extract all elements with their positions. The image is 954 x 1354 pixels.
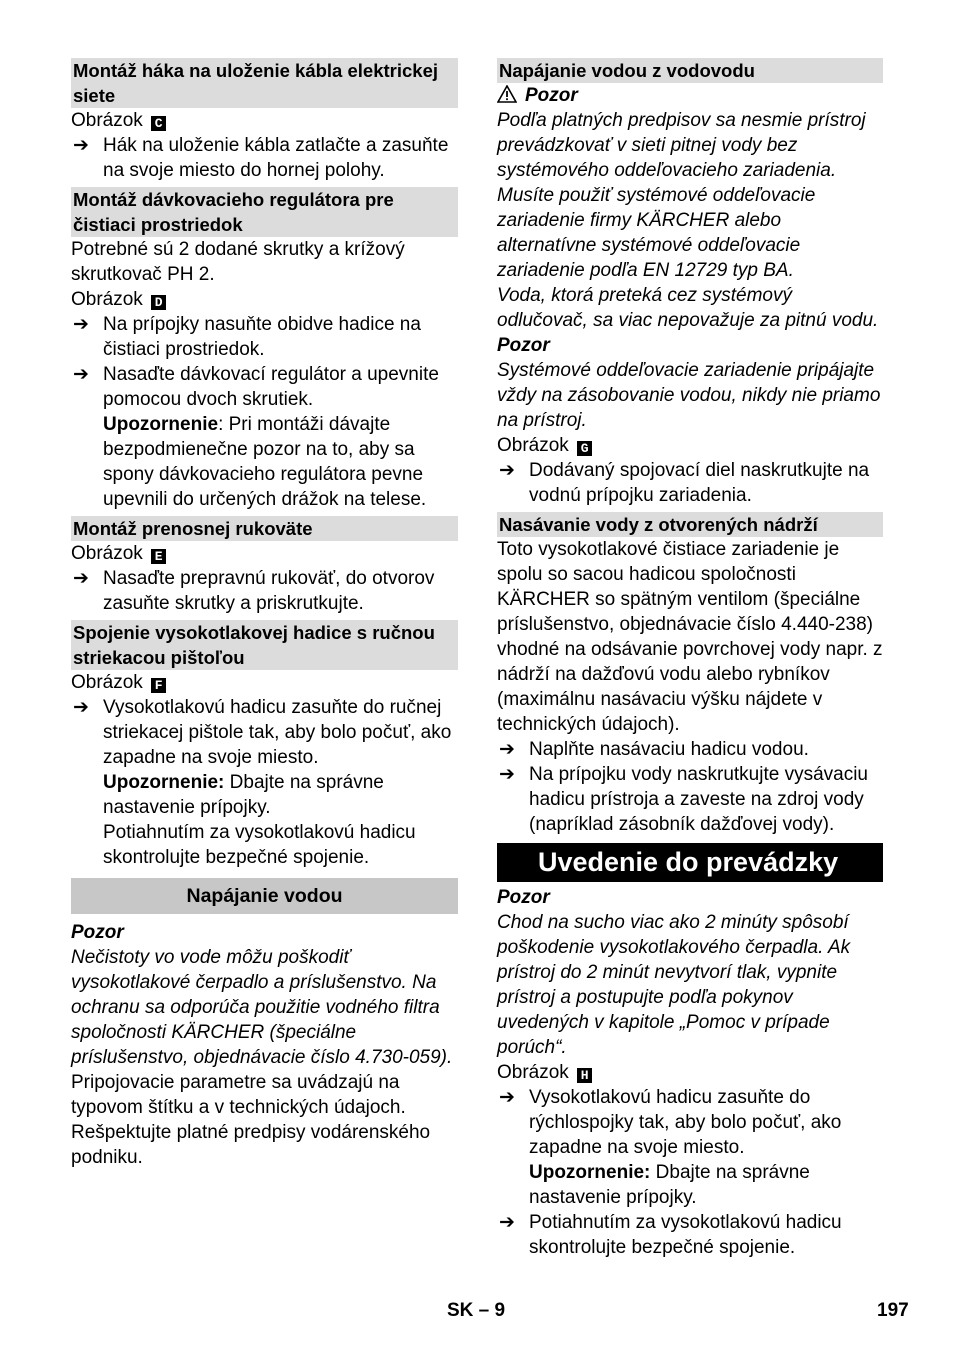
figure-letter: H — [577, 1068, 592, 1083]
note-label: Upozornenie — [103, 414, 219, 435]
figure-ref: Obrázok E — [71, 541, 458, 566]
figure-letter: C — [151, 116, 166, 131]
arrow-icon: ➔ — [73, 568, 89, 589]
chapter-heading: Uvedenie do prevádzky — [497, 843, 883, 882]
paragraph: Pripojovacie parametre sa uvádzajú na typovom štítku a v technických údajoch. — [71, 1072, 406, 1118]
caution-label: Pozor — [497, 335, 550, 356]
arrow-icon: ➔ — [73, 364, 89, 385]
section-heading: Montáž prenosnej rukoväte — [71, 516, 458, 541]
figure-ref: Obrázok G — [497, 433, 883, 458]
paragraph: Toto vysokotlakové čistiace zariadenie je spolu so sacou hadicou spoločnosti KÄRCHER so spätným ventilom (špeciálne príslušenstvo, objednávacie číslo 4.440-238) vhodné na odsávanie povrchovej vody napr. z nádrží na dažďovú vodu alebo rybníkov (maximálnu nasávaciu výšku nájdete v technických údajoch). — [497, 539, 883, 735]
step: ➔ Naplňte nasávaciu hadicu vodou. — [499, 739, 809, 760]
section-heading: Spojenie vysokotlakovej hadice s ručnou striekacou pištoľou — [71, 620, 458, 670]
step: ➔ Potiahnutím za vysokotlakovú hadicu skontrolujte bezpečné spojenie. — [499, 1212, 842, 1258]
figure-letter: G — [577, 441, 592, 456]
figure-ref: Obrázok F — [71, 670, 458, 695]
note-label: Upozornenie: — [529, 1162, 651, 1183]
step: ➔ Hák na uloženie kábla zatlačte a zasuňte na svoje miesto do hornej polohy. — [73, 135, 449, 181]
left-column — [71, 58, 458, 1170]
right-column — [497, 58, 883, 1260]
figure-ref: Obrázok C — [71, 108, 458, 133]
section-heading: Napájanie vodou — [71, 878, 458, 914]
warning-label: Pozor — [497, 83, 883, 108]
page-number: 197 — [877, 1300, 909, 1321]
step: ➔ Na prípojku vody naskrutkujte vysávaciu hadicu prístroja a zaveste na zdroj vody (napríklad zásobník dažďovej vody). — [499, 764, 868, 835]
note-label: Upozornenie: — [103, 772, 225, 793]
figure-ref: Obrázok D — [71, 287, 458, 312]
arrow-icon: ➔ — [499, 764, 515, 785]
step: ➔ Vysokotlakovú hadicu zasuňte do ručnej striekacej pištole tak, aby bolo počuť, ako zapadne na svoje miesto. Upozornenie: Dbajte na správne nastavenie prípojky. Potiahnutím za vysokotlakovú hadicu skontrolujte bezpečné spojenie. — [73, 697, 452, 868]
arrow-icon: ➔ — [73, 697, 89, 718]
section-heading: Napájanie vodou z vodovodu — [497, 58, 883, 83]
arrow-icon: ➔ — [73, 314, 89, 335]
arrow-icon: ➔ — [73, 135, 89, 156]
step: ➔ Dodávaný spojovací diel naskrutkujte na vodnú prípojku zariadenia. — [499, 460, 870, 506]
caution-label: Pozor — [497, 887, 550, 908]
caution-text: Nečistoty vo vode môžu poškodiť vysokotlakové čerpadlo a príslušenstvo. Na ochranu sa odporúča použitie vodného filtra spoločnosti KÄRCHER (špeciálne príslušenstvo, objednávacie číslo 4.730-059). — [71, 947, 453, 1068]
step: ➔ Nasaďte dávkovací regulátor a upevnite pomocou dvoch skrutiek. Upozornenie: Pri montáži dávajte bezpodmienečne pozor na to, aby sa spony dávkovacieho regulátora pevne upevnili do určených drážok na telese. — [73, 364, 439, 510]
arrow-icon: ➔ — [499, 1087, 515, 1108]
caution-label: Pozor — [71, 922, 124, 943]
figure-letter: E — [151, 549, 166, 564]
caution-text: Chod na sucho viac ako 2 minúty spôsobí poškodenie vysokotlakového čerpadla. Ak prístroj do 2 minút nevytvorí tlak, vypnite prístroj a postupujte podľa pokynov uvedených v kapitole „Pomoc v prípade porúch“. — [497, 912, 851, 1058]
warning-triangle-icon — [497, 85, 517, 103]
section-heading: Nasávanie vody z otvorených nádrží — [497, 512, 883, 537]
section-heading: Montáž dávkovacieho regulátora pre čistiaci prostriedok — [71, 187, 458, 237]
step: ➔ Na prípojky nasuňte obidve hadice na čistiaci prostriedok. — [73, 314, 421, 360]
arrow-icon: ➔ — [499, 1212, 515, 1233]
figure-letter: D — [151, 295, 166, 310]
paragraph: Rešpektujte platné predpisy vodárenského podniku. — [71, 1122, 431, 1168]
figure-letter: F — [151, 678, 166, 693]
section-heading: Montáž háka na uloženie kábla elektrickej siete — [71, 58, 458, 108]
step: ➔ Vysokotlakovú hadicu zasuňte do rýchlospojky tak, aby bolo počuť, ako zapadne na svoje miesto. Upozornenie: Dbajte na správne nastavenie prípojky. — [499, 1087, 842, 1208]
caution-text: Systémové oddeľovacie zariadenie pripájajte vždy na zásobovanie vodou, nikdy nie priamo na prístroj. — [497, 360, 881, 431]
arrow-icon: ➔ — [499, 460, 515, 481]
paragraph: Potrebné sú 2 dodané skrutky a krížový skrutkovač PH 2. — [71, 239, 405, 285]
arrow-icon: ➔ — [499, 739, 515, 760]
figure-ref: Obrázok H — [497, 1060, 883, 1085]
warning-text: Voda, ktorá preteká cez systémový odlučovač, sa viac nepovažuje za pitnú vodu. — [497, 285, 879, 331]
step: ➔ Nasaďte prepravnú rukoväť, do otvorov zasuňte skrutky a priskrutkujte. — [73, 568, 435, 614]
warning-text: Podľa platných predpisov sa nesmie prístroj prevádzkovať v sieti pitnej vody bez systémového oddeľovacieho zariadenia. Musíte použiť systémové oddeľovacie zariadenie firmy KÄRCHER alebo alternatívne systémové oddeľovacie zariadenie podľa EN 12729 typ BA. — [497, 110, 866, 281]
section-page-label: SK – 9 — [447, 1300, 506, 1321]
